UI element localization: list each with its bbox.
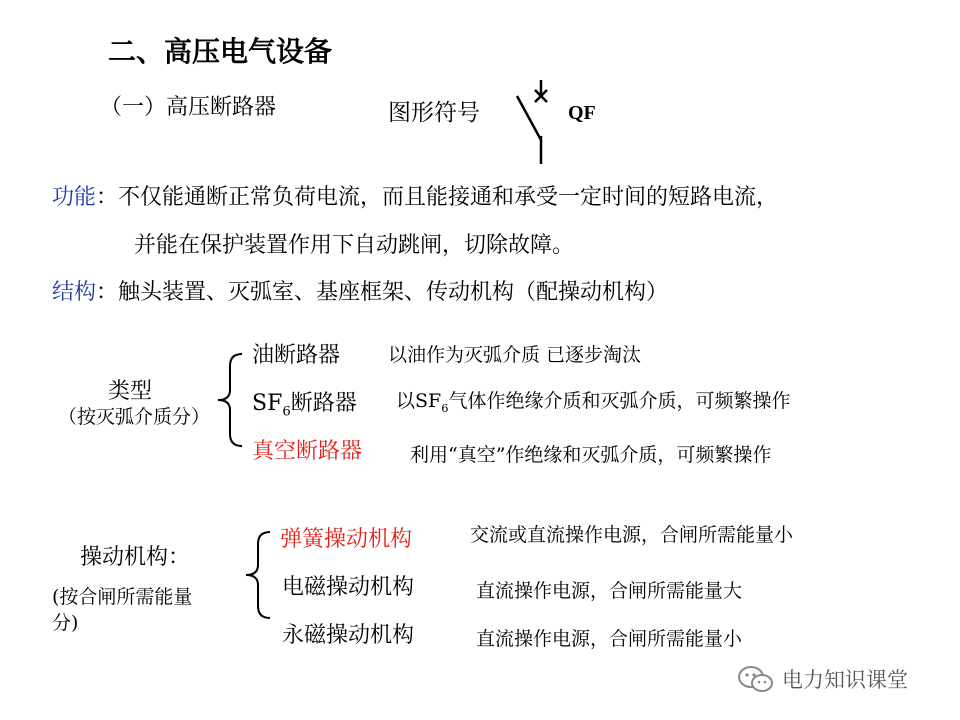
function-text-2: 并能在保护装置作用下自动跳闸，切除故障。 xyxy=(134,233,575,258)
wechat-icon xyxy=(736,664,776,696)
type-name-sf6: $SF_6$断路器 xyxy=(252,391,357,420)
function-label: 功能 xyxy=(52,185,97,210)
type-name-vacuum: 真空断路器 xyxy=(252,439,363,464)
types-sublabel: （按灭弧介质分） xyxy=(58,406,211,428)
structure-line: 结构：触头装置、灭弧室、基座框架、传动机构（配操动机构） xyxy=(52,280,669,305)
mech-sublabel-1: (按合闸所需能量 xyxy=(52,586,193,608)
watermark-text: 电力知识课堂 xyxy=(782,668,908,692)
mech-name-permanent-magnet: 永磁操动机构 xyxy=(282,623,415,648)
mech-desc-electromagnetic: 直流操作电源，合闸所需能量大 xyxy=(476,580,743,602)
types-label: 类型 xyxy=(108,379,153,404)
structure-text: 触头装置、灭弧室、基座框架、传动机构（配操动机构） xyxy=(118,280,669,305)
symbol-label: 图形符号 xyxy=(388,100,480,126)
mech-desc-permanent-magnet: 直流操作电源，合闸所需能量小 xyxy=(476,628,743,650)
function-text-1: 不仅能通断正常负荷电流，而且能接通和承受一定时间的短路电流， xyxy=(118,185,779,210)
function-line: 功能：不仅能通断正常负荷电流，而且能接通和承受一定时间的短路电流， xyxy=(52,185,779,210)
breaker-symbol-icon xyxy=(505,78,565,168)
mech-brace xyxy=(240,530,276,620)
mech-sublabel-2: 分) xyxy=(52,612,79,634)
type-desc-sf6: 以$SF_6$气体作绝缘介质和灭弧介质，可频繁操作 xyxy=(396,390,791,415)
mech-desc-spring: 交流或直流操作电源，合闸所需能量小 xyxy=(470,524,794,546)
type-name-oil: 油断路器 xyxy=(252,343,341,368)
type-desc-oil: 以油作为灭弧介质 已逐步淘汰 xyxy=(388,344,642,366)
mech-name-spring: 弹簧操动机构 xyxy=(280,527,413,552)
type-desc-vacuum: 利用“真空”作绝缘和灭弧介质，可频繁操作 xyxy=(410,444,772,466)
mech-name-electromagnetic: 电磁操动机构 xyxy=(282,575,415,600)
section-subtitle: （一）高压断路器 xyxy=(100,95,277,120)
structure-label: 结构 xyxy=(52,280,97,305)
types-brace xyxy=(212,352,248,448)
symbol-code: QF xyxy=(568,102,596,124)
mech-label: 操动机构： xyxy=(80,545,191,570)
page-title: 二、高压电气设备 xyxy=(108,35,333,68)
